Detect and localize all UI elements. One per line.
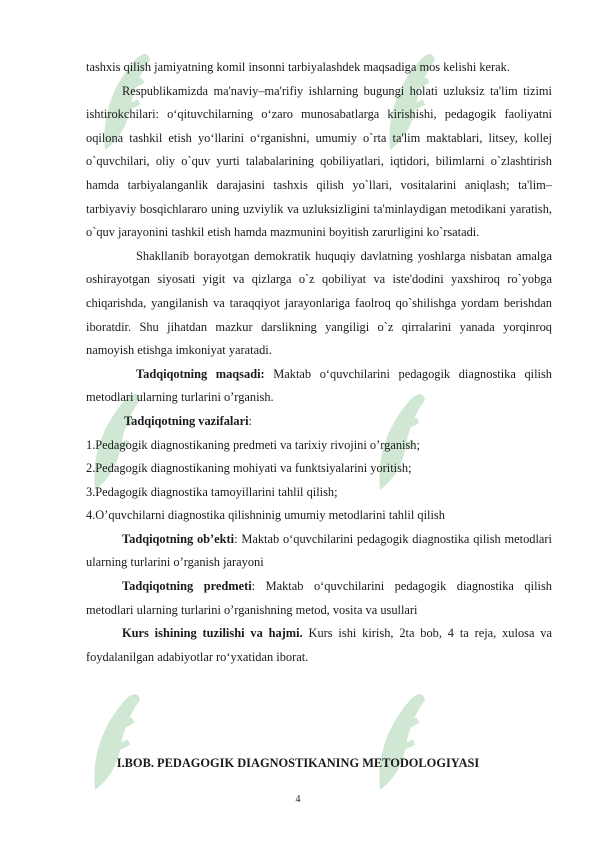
task-item: 1.Pedagogik diagnostikaning predmeti va tarixiy rivojini o’rganish; bbox=[86, 437, 420, 452]
paragraph-republic: Respublikamizda ma'naviy–ma'rifiy ishlarning bugungi holati uzluksiz ta'lim tizimi ishtirokchilari: o‘qituvchilarning o‘zaro munosabatlarga kirishishi, pedagogik faoliyatni oqilona tashkil etish yo‘llarini o‘rganishni, umumiy o`rta ta'lim maktablari, litsey, kollej o`quvchilari, oliy o`quv yurti talabalarining qobiliyatlari, iqtidori, bilimlarni o`zlashtirish hamda tarbiyalanganlik darajasini tashxis qilish yo`llari, vositalarini aniqlash; ta'lim–tarbiyaviy bosqichlararo uning uzviylik va uzluksizligini ta'minlaydigan metodikani yaratish, o`quv jarayonini tashkil etish hamda mazmunini boyitish zarurligini ko`rsatadi. bbox=[86, 83, 552, 240]
research-subject-text: : Maktab o‘quvchilarini pedagogik diagnostika qilish metodlari ularning turlarini o’rganishning metod, vosita va usullari bbox=[86, 579, 552, 617]
course-work-structure bbox=[86, 622, 552, 669]
research-tasks-heading bbox=[86, 410, 552, 434]
task-item: 3.Pedagogik diagnostika tamoyillarini tahlil qilish; bbox=[86, 484, 338, 499]
page-body bbox=[86, 56, 552, 669]
research-subject-label: Tadqiqotning predmeti bbox=[122, 579, 252, 594]
course-work-structure-text: Kurs ishi kirish, 2ta bob, 4 ta reja, xulosa va foydalanilgan adabiyotlar ro‘yxatidan iborat. bbox=[86, 626, 552, 664]
chapter-heading: I.BOB. PEDAGOGIK DIAGNOSTIKANING METODOLOGIYASI bbox=[116, 756, 480, 770]
research-subject bbox=[86, 575, 552, 622]
research-object-label: Tadqiqotning ob’ekti bbox=[122, 531, 235, 546]
page-number: 4 bbox=[295, 794, 301, 805]
research-goal-text: Maktab o‘quvchilarini pedagogik diagnostika qilish metodlari ularning turlarini o’rganish. bbox=[86, 366, 552, 405]
paragraph-democratic-state: Shakllanib borayotgan demokratik huquqiy davlatning yoshlarga nisbatan amalga oshirayotgan siyosati yigit va qizlarga o`z qobiliyat va iste'dodini yaxshiroq ro`yobga chiqarishda, yangilanish va taraqqiyot jarayonlariga faolroq qo`shilishga yordam berishdan iboratdir. Shu jihatdan mazkur darslikning yangiligi o`z qirralarini yanada yorqinroq namoyish etishga imkoniyat yaratadi. bbox=[86, 248, 552, 358]
watermark-logo-icon bbox=[370, 680, 430, 800]
watermark-logo-icon bbox=[85, 680, 145, 800]
research-tasks-colon: : bbox=[248, 413, 252, 428]
paragraph-continuation: tashxis qilish jamiyatning komil insonni tarbiyalashdek maqsadiga mos kelishi kerak. bbox=[86, 60, 510, 74]
research-object-text: : Maktab o‘quvchilarini pedagogik diagnostika qilish metodlari ularning turlarini o’rganish jarayoni bbox=[86, 531, 552, 570]
research-goal-label: Tadqiqotning maqsadi: bbox=[136, 366, 265, 381]
research-goal bbox=[86, 363, 552, 410]
task-item: 2.Pedagogik diagnostikaning mohiyati va funktsiyalarini yoritish; bbox=[86, 461, 412, 476]
task-item: 4.O’quvchilarni diagnostika qilishninig umumiy metodlarini tahlil qilish bbox=[86, 508, 445, 523]
course-work-structure-label: Kurs ishining tuzilishi va hajmi. bbox=[122, 626, 303, 641]
research-object bbox=[86, 528, 552, 575]
research-tasks-label: Tadqiqotning vazifalari bbox=[124, 413, 249, 428]
